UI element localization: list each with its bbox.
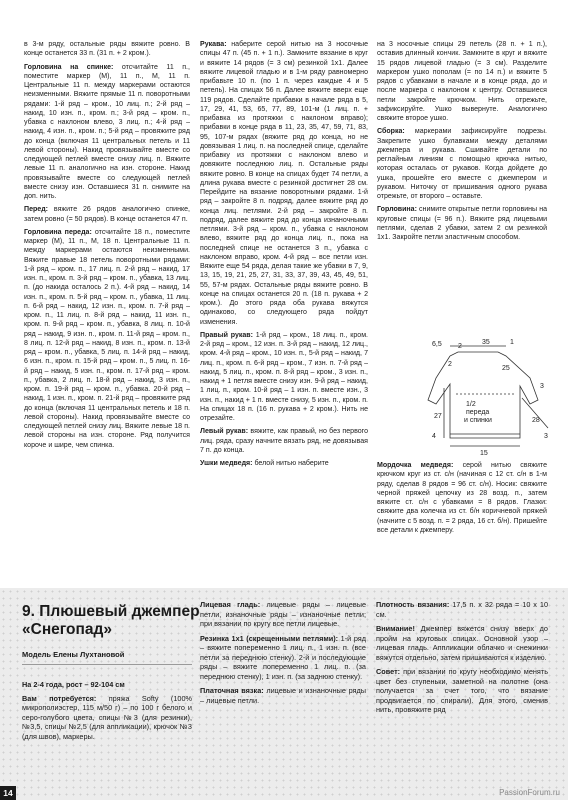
dim-label: 25 — [502, 365, 510, 372]
paragraph-front-neckline: Горловина переда: отсчитайте 18 п., поместите маркер (М), 11 п., М, 18 п. Центральные 11 п. между маркерами остаются неизменными. Вяжите правые 18 петель поворотными рядами: 1-й ряд – кром. п., 17 лиц. п. 2-й ряд – накид, 17 изн. п., кром. п. 3-й ряд – кром. п., убавка, 13 лиц. п. (до накида осталось 2 п.). 4-й ряд – накид, 14 изн. п., кром. п. 5-й ряд – кром. п., убавка, 11 лиц. п. 6-й ряд – накид, 12 изн. п., кром. п. 7-й ряд – кром. п., 11 лиц. п. 8-й ряд – накид, 11 изн. п., кром. п. 9-й ряд – кром. п., убавка, 8 лиц. п. 10-й ряд – накид, 9 изн. п., кром. п. 11-й ряд – кром. п., 8 лиц. п. 12-й ряд – накид, 8 изн. п., кром. п. 13-й ряд – кром. п., убавка, 5 лиц. п. 14-й ряд – накид, 6 изн. п., кром. п. 15-й ряд – кром. п., 5 лиц. п. 16-й ряд – накид, 5 изн. п., кром. п. 17-й ряд – кром. п., убавка, 2 лиц. п. 18-й ряд – накид, 3 изн. п., кром. п. 19-й ряд – кром. п., убавка. 20-й ряд – накид, 1 изн. п., кром. п. 21-й ряд – провяжите ряд до конца (включая 11 центральных петель и 18 п. левой стороны). Накид провязывайте вместе со следующей петлей снизу лиц. Вяжите левые 18 п. левой стороны на изн. стороне. Ряд получится короче и шире, чем спинка. — [24, 228, 190, 449]
dim-label: 6,5 — [432, 341, 442, 348]
page-number: 14 — [0, 786, 16, 800]
paragraph-front: Перед: вяжите 26 рядов аналогично спинке, затем ровно (= 50 рядов). В конце останется 47 п. — [24, 206, 190, 223]
paragraph-attention: Внимание! Джемпер вяжется снизу вверх до пройм на круговых спицах. Основной узор – лицевая гладь. Аппликации облачко и снежинки вяжутся отдельно, затем пришиваются к изделию. — [376, 624, 548, 662]
dim-label: 4 — [432, 433, 436, 440]
paragraph-assembly: Сборка: маркерами зафиксируйте подрезы. Закрепите ушко булавками между деталями джемпера и рукава. Сшивайте детали по реглайным линиям с помощью крючка нитью, которая осталась от рукавов. Когда дойдете до ушка, прошейте его вместе с джемпером и рукавом. Ниточку от пришивания одного рукава отрежьте, от второго – оставьте. — [377, 128, 547, 200]
column-3-lower — [377, 458, 547, 583]
paragraph-ears-cont: на 3 носочные спицы 29 петель (28 п. + 1 п.), оставив длинный кончик. Замкните в круг и вяжите 15 рядов лицевой гладью (= 3 см). Разделите маркером ушко пополам (= по 14 п.) и вяжите 5 рядов с убавками в начале и в конце ряда, до и после маркера с наклоном к центру. Оставшиеся петли закройте крючком. Нить отрежьте, зафиксируйте. Ушко вывернуте. Аналогично свяжите второе ушко. — [377, 41, 547, 122]
dim-label: 1 — [510, 339, 514, 346]
paragraph-bear-face: Мордочка медведя: серой нитью свяжите крючком круг из ст. с/н (начиная с 12 ст. с/н в 1-м ряду, сделав 8 рядов = 96 ст. с/н). Носик: свяжите черной пряжей цепочку из 28 возд. п., затем вяжите ст. с/н с убавками = 8 рядов. Глазки: свяжите два колечка из ст. б/н коричневой пряжей (начните с 5 возд. п. = 2 ряда, 16 ст. б/н). Пришейте все детали к джемперу. — [377, 462, 547, 534]
dim-label: 3 — [544, 433, 548, 440]
band-column-3 — [376, 600, 548, 720]
section-title: 9. Плюшевый джемпер «Снегопад» — [22, 603, 200, 638]
dim-label: и спинки — [464, 417, 492, 424]
paragraph-left-sleeve: Левый рукав: вяжите, как правый, но без первого лиц. ряда, сразу начните вязать ряд, не довязывая 7 п. до конца. — [200, 428, 368, 454]
paragraph-sleeves: Рукава: наберите серой нитью на 3 носочные спицы 47 п. (45 п. + 1 п.). Замкните вязание в круг и вяжите 14 рядов (= 3 см) резинкой 1х1. Далее вяжите лицевой гладью и в 1-м ряду равномерно прибавьте 10 п. (по 1 п. через каждые 4 и 5 петель). На спицах 56 п. Далее вяжите вверх еще 119 рядов. Сделайте прибавки в начале ряда в 5, 17, 29, 41, 53, 65, 77, 89, 101-м (1 лиц. п. + прибавка из протяжки с наклоном вправо); прибавки в конце ряда в 11, 23, 35, 47, 59, 71, 83, 95, 107-м рядах (вяжите ряд до конца, но не довязывая 1 лиц. п. на последней спице, сделайте прибавку из протяжки с наклоном влево и довяжите последнюю лиц. п. Остальные ряды вяжите ровно. В конце на спицах будет 74 петли, а длина рукава вместе с резинкой достигнет 28 см. Перейдите на вязание поворотными рядами. 1-й ряд – закройте 8 п. подряд, далее вяжите ряд до конца лиц. петлями. 2-й ряд – закройте 8 п. подряд, далее вяжите ряд до конца изнаночными петлями. 3-й ряд – кром. п., убавка с наклоном влево, вяжите ряд до конца лиц. п., пока на последней спице не останется 3 п., убавка с наклоном вправо, кром. 4-й ряд – все петли изн. Вяжите еще 54 ряда, делая такие же убавки в 7, 9, 13, 15, 19, 21, 25, 27, 31, 33, 37, 39, 43, 45, 49, 51, 55, 57-м рядах. Остальные ряды вяжите ровно. В конце на спицах останется 20 п. (18 п. рукава + 2 кром.). До этого ряда оба рукава вяжутся одинаково, со следующего ряда пойдут изменения. — [200, 41, 368, 326]
section-author: Модель Елены Лухтановой — [22, 650, 125, 659]
paragraph-stockinette: Лицевая гладь: лицевые ряды – лицевые петли, изнаночные ряды – изнаночные петли; при вязании по кругу все петли лицевые. — [200, 600, 366, 628]
paragraph-bear-ears: Ушки медведя: белой нитью наберите — [200, 460, 329, 467]
size-line: На 2-4 года, рост – 92-104 см — [22, 680, 125, 689]
band-column-2 — [200, 600, 366, 710]
paragraph-tip: Совет: при вязании по кругу необходимо менять цвет без ступеньки, заметной на полотне (она получается за счет того, что вязание продвигается по спирали). Для этого, сменив нить, провяжите ряд — [376, 667, 548, 714]
paragraph-neckline: Горловина: снимите открытые петли горловины на круговые спицы (= 96 п.). Вяжите ряд лицевыми петлями, сделав 2 убавки, затем 2 см резинкой 1х1. Закройте петли эластичным способом. — [377, 206, 547, 241]
paragraph-back-neckline: Горловина на спинке: отсчитайте 11 п., поместите маркер (М), 11 п., М, 11 п. Центральные 11 п. между маркерами остаются неизменными. Вяжите прямые 11 п. поворотными рядами: 1-й ряд – кром., 10 лиц. п.; 2-й ряд – накид, 10 изн. п., кром. п.; 3-й ряд – кром. п., убавка с наклоном влево, 3 лиц. п.; 4-й ряд – накид, 4 изн. п., кром. п.; 5-й ряд – провяжите ряд до конца (включая 11 центральных петель и 11 левой стороны). Накид провязывайте вместе со следующей петлей вместе снизу лиц. п. Вяжите левые 11 п. аналогично на изн. стороне. Накид провязывайте вместе со следующей петлей вместе снизу изн. Оставшиеся 31 п. снимите на доп. нить. — [24, 63, 190, 200]
dim-label: 27 — [434, 413, 442, 420]
dim-label: 35 — [482, 339, 490, 346]
watermark: PassionForum.ru — [499, 788, 560, 797]
dim-label: переда — [466, 409, 490, 416]
pattern-schematic — [410, 338, 560, 458]
paragraph: в 3-м ряду, остальные ряды вяжите ровно. В конце останется 33 п. (31 п. + 2 кром.). — [24, 41, 190, 58]
band-column-1 — [22, 680, 192, 745]
schematic-body-outline — [428, 352, 538, 438]
dim-label: 15 — [480, 450, 488, 457]
dim-label: 1/2 — [466, 401, 476, 408]
dim-label: 2 — [448, 361, 452, 368]
dim-label: 2 — [458, 343, 462, 350]
paragraph-rib: Резинка 1х1 (скрещенными петлями): 1-й ряд – вяжите попеременно 1 лиц. п., 1 изн. п. (все петли за переднюю стенку). 2-й и последующие ряды – вяжите попеременно 1 лиц. п. (за переднюю стенку), 1 изн. п. (за заднюю стенку). — [200, 633, 366, 681]
column-3 — [377, 40, 547, 340]
paragraph-right-sleeve: Правый рукав: 1-й ряд – кром., 18 лиц. п., кром. 2-й ряд – кром., 12 изн. п. 3-й ряд – накид, 12 лиц., кром. 4-й ряд – кром., 10 изн. п., 5-й ряд – накид, 7 лиц. п., кром. п. 6-й ряд – кром., 7 изн. п. 7-й ряд – накид, 5 лиц. п., кром. п. 8-й ряд – кром., 3 изн. п., накид + 1 петля вместе снизу изн. 9-й ряд – накид, 1 лиц. п., кром. 10-й ряд – 1 изн. п. вместе изн., 3 изн. п., накид + 1 п. вместе снизу, 5 изн. п., кром. п. На спицах 18 п. (16 п. рукава + 2 кром.). Нить не отрезайте. — [200, 331, 368, 422]
dim-label: 3 — [540, 383, 544, 390]
materials: Вам потребуется: пряжа Softy (100% микрополиэстер, 115 м/50 г) – по 100 г белого и серо-голубого цвета, спицы №3 (для резинки), №3,5, спицы №2,5 (для аппликации), крючок №3 (для швов), маркеры. — [22, 693, 192, 741]
divider — [22, 664, 192, 665]
paragraph-gauge: Плотность вязания: 17,5 п. х 32 ряда = 10 х 10 см. — [376, 600, 549, 619]
column-1 — [24, 40, 190, 570]
dim-label: 28 — [532, 417, 540, 424]
paragraph-garter: Платочная вязка: лицевые и изнаночные ряды – лицевые петли. — [200, 686, 366, 705]
column-2 — [200, 40, 368, 600]
